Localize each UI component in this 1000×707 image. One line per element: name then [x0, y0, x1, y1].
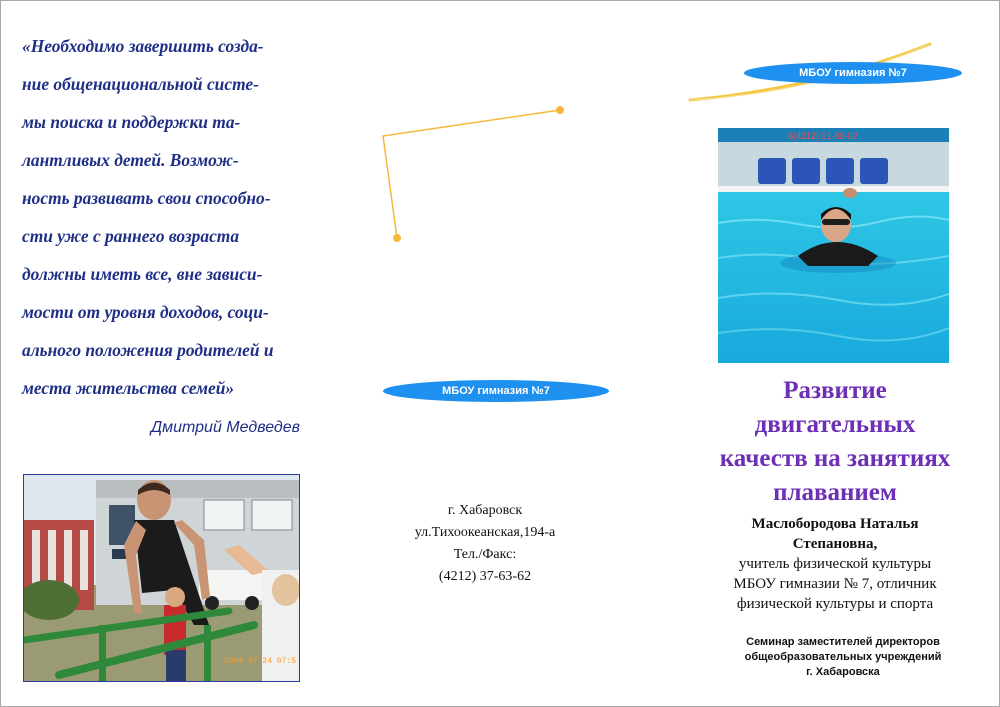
teacher-info [700, 514, 970, 614]
seminar-line: Семинар заместителей директоров [746, 636, 940, 648]
parallel-bars-photo [23, 474, 300, 682]
teacher-role-line: учитель физической культуры [738, 556, 932, 572]
contact-phone: (4212) 37-63-62 [438, 569, 532, 584]
quote-line: ность развивать свои способно- [22, 188, 271, 208]
contact-city: г. Хабаровск [447, 503, 523, 518]
title-line: качеств на занятиях [719, 445, 951, 472]
quote-line: «Необходимо завершить созда- [22, 36, 264, 56]
quote-line: места жительства семей» [22, 378, 235, 398]
teacher-name-line: Степановна, [792, 536, 878, 552]
quote-line: ального положения родителей и [22, 340, 274, 360]
school-badge-middle: МБОУ гимназия №7 [383, 380, 609, 402]
title-line: плаванием [773, 479, 897, 506]
contact-phone-label: Тел./Факс: [453, 547, 517, 562]
quote-line: должны иметь все, вне зависи- [22, 264, 263, 284]
teacher-name-line: Маслобородова Наталья [751, 516, 919, 532]
parallel-bars-illustration [24, 475, 299, 681]
pool-banner-text: 8(4212) 21-83-02 [788, 131, 858, 141]
title-line: двигательных [754, 411, 916, 438]
school-badge-top: МБОУ гимназия №7 [744, 62, 962, 84]
contact-address: ул.Тихоокеанская,194-а [414, 525, 556, 540]
seminar-line: г. Хабаровска [806, 666, 880, 678]
quote-line: лантливых детей. Возмож- [22, 150, 239, 170]
teacher-role-line: физической культуры и спорта [736, 596, 934, 612]
seminar-info [704, 635, 982, 680]
title-line: Развитие [783, 377, 887, 404]
brochure-title [700, 374, 970, 510]
seminar-line: общеобразовательных учреждений [744, 651, 942, 663]
teacher-role-line: МБОУ гимназии № 7, отличник [733, 576, 937, 592]
quote-line: ние общенациональной систе- [22, 74, 259, 94]
swimming-pool-photo [718, 128, 949, 363]
quote-block [22, 30, 322, 410]
quote-line: мы поиска и поддержки та- [22, 112, 241, 132]
quote-line: мости от уровня доходов, соци- [22, 302, 269, 322]
contacts-block [400, 500, 570, 588]
swimming-pool-illustration [718, 128, 949, 363]
quote-line: сти уже с раннего возраста [22, 226, 240, 246]
quote-author: Дмитрий Медведев [150, 419, 300, 436]
photo-timestamp: 2009 07 24 07:5 [224, 657, 297, 666]
